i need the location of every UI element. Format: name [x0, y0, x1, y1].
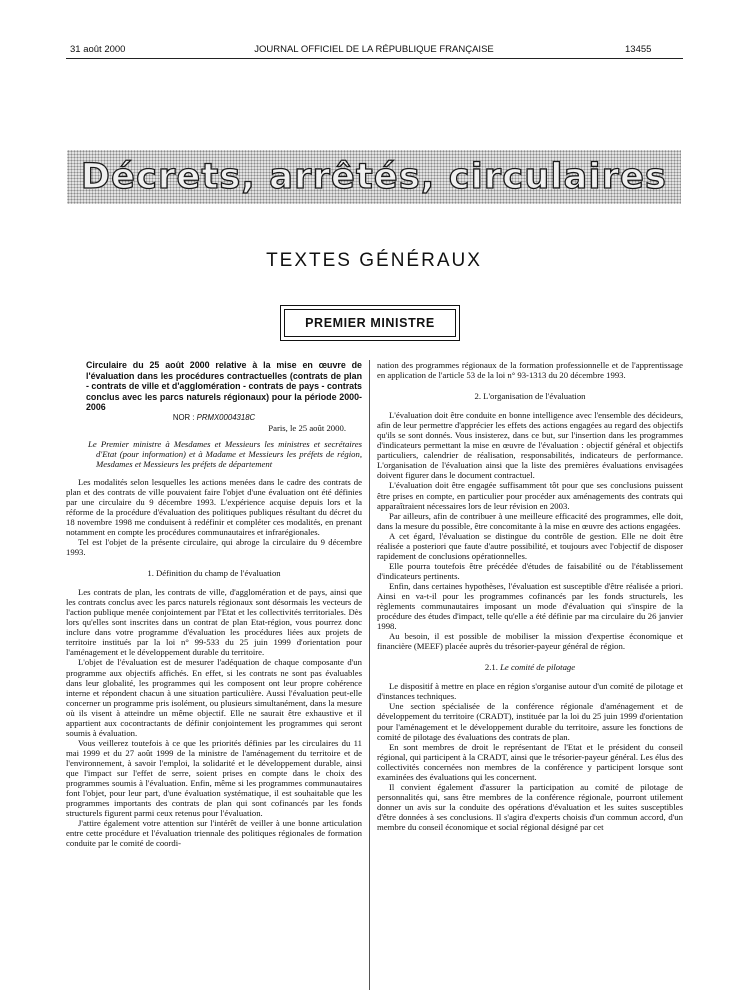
column-divider	[369, 360, 370, 990]
addressees: Le Premier ministre à Mesdames et Messieurs les ministres et secrétaires d'Etat (pour information) et à Madame et Messieurs les préfets de région, Mesdames et Messieurs les préfets de département	[88, 438, 362, 469]
body-paragraph: Les contrats de plan, les contrats de ville, d'agglomération et de pays, ainsi que les contrats conclus avec les parcs naturels régionaux sont désormais les vecteurs de l'action publique menée conjointement par l'Etat et les collectivités territoriales. Dès lors qu'elles sont inscrites dans un contrat de plan Etat-région, vous pourrez donc inclure dans votre programme d'évaluation les procédures liées aux projets de territoire institués par la loi n° 99-533 du 25 juin 1999 d'orientation pour l'aménagement et le développement durable du territoire.	[66, 587, 362, 658]
journal-title: JOURNAL OFFICIEL DE LA RÉPUBLIQUE FRANÇAISE	[254, 44, 494, 55]
body-paragraph: Enfin, dans certaines hypothèses, l'évaluation est susceptible d'être réalisée a priori. Ainsi en va-t-il pour les programmes cofinancés par les fonds structurels, les règlements communautaires imposant un mode d'évaluation qui s'inspire de la procédure des études d'impact, telle qu'elle a été définie par ma circulaire du 26 janvier 1998.	[377, 580, 683, 632]
body-paragraph: En sont membres de droit le représentant de l'Etat et le président du conseil régional, qui participent à la CRADT, ainsi que le trésorier-payeur général. Les élus des collectivités concernées non membres de la conférence y participent lorsque sont examinées des évaluations qui les concernent.	[377, 741, 683, 782]
section-2-title: 2. L'organisation de l'évaluation	[474, 391, 586, 402]
section-1-title: 1. Définition du champ de l'évaluation	[147, 568, 281, 579]
section-banner	[67, 150, 681, 204]
nor-label: NOR :	[172, 412, 195, 422]
section-number: 2.1.	[484, 662, 498, 673]
header-rule	[66, 58, 683, 59]
body-paragraph: Vous veillerez toutefois à ce que les priorités définies par les circulaires du 11 mai 1999 et du 27 août 1999 de la ministre de l'aménagement du territoire et de l'environnement, à savoir l'emploi, la solidarité et le développement durable, ainsi que l'impact sur l'effet de serre, soient prises en compte dans le choix des programmes soumis à l'évaluation. Enfin, même si les programmes communautaires font l'objet, pour leur part, d'une évaluation systématique, il est souhaitable que les programmes importants des contrats de plan qui sont cofinancés par les fonds structurels figurent parmi ceux retenus pour l'évaluation.	[66, 737, 362, 819]
nor-code: PRMX0004318C	[196, 412, 256, 422]
body-paragraph: Les modalités selon lesquelles les actions menées dans le cadre des contrats de plan et des contrats de ville pouvaient faire l'objet d'une évaluation ont été définies par une circulaire du 9 décembre 1993. L'expérience acquise depuis lors et la réforme de la procédure d'évaluation des politiques publiques résultant du décret du 18 novembre 1998 me conduisent à redéfinir et compléter ces modalités, en prenant notamment en compte les procédures communautaires et infrarégionales.	[66, 476, 362, 537]
header-date: 31 août 2000	[70, 44, 126, 55]
body-paragraph: L'évaluation doit être engagée suffisamment tôt pour que ses conclusions puissent être prises en compte, en particulier pour procéder aux aménagements des contrats qui apparaîtraient nécessaires lors de leur révision en 2003.	[377, 480, 683, 511]
body-paragraph: A cet égard, l'évaluation se distingue du contrôle de gestion. Elle ne doit être réalisée a posteriori que faute d'autre possibilité, et toujours avec l'objectif de disposer rapidement de conclusions opérationnelles.	[377, 530, 683, 561]
body-paragraph: L'objet de l'évaluation est de mesurer l'adéquation de chaque composante d'un programme aux objectifs affichés. En effet, si les contrats ne sont pas évaluables dans leur globalité, les programmes qui les composent ont leur propre cohérence interne et répondent chacun à une situation particulière. Aussi l'évaluation peut-elle concerner un programme pris isolément, ou plusieurs simultanément, dans la mesure où ils visent à atteindre un même objectif. Elle ne saurait être exhaustive et il appartient aux cocontractants de définir conjointement les programmes qui seront soumis à évaluation.	[66, 657, 362, 738]
body-paragraph: Au besoin, il est possible de mobiliser la mission d'expertise économique et financière (MEEF) placée auprès du trésorier-payeur général de région.	[377, 631, 683, 652]
body-paragraph: Le dispositif à mettre en place en région s'organise autour d'un comité de pilotage et d'instances techniques.	[377, 681, 683, 702]
circular-title: Circulaire du 25 août 2000 relative à la mise en œuvre de l'évaluation dans les procédures contractuelles (contrats de plan - contrats de ville et d'agglomération - contrats de pays - contrats conclus avec les parcs naturels régionaux) pour la période 2000-2006	[86, 360, 362, 412]
section-2-1-title	[377, 662, 683, 672]
left-column	[66, 360, 362, 848]
body-paragraph: Tel est l'objet de la présente circulaire, qui abroge la circulaire du 9 décembre 1993.	[66, 537, 362, 558]
place-date: Paris, le 25 août 2000.	[268, 422, 346, 433]
section-2-1-label: Le comité de pilotage	[500, 662, 576, 673]
body-paragraph: Une section spécialisée de la conférence régionale d'aménagement et de développement du territoire (CRADT), instituée par la loi du 25 juin 1999 d'orientation pour l'aménagement et le développement durable du territoire, assure les fonctions de comité de pilotage des évaluations des contrats de plan.	[377, 701, 683, 742]
section-heading: TEXTES GÉNÉRAUX	[266, 250, 482, 271]
body-paragraph: Il convient également d'assurer la participation au comité de pilotage de personnalités qui, sans être membres de la conférence régionale, pourront utilement donner un avis sur la conduite des opérations d'évaluation et les suites susceptibles d'être données à ses conclusions. Il s'agira d'experts choisis d'un commun accord, d'un membre du conseil économique et social régional désigné par cet	[377, 781, 683, 832]
nor-reference	[66, 413, 362, 423]
body-paragraph: L'évaluation doit être conduite en bonne intelligence avec l'ensemble des décideurs, afin de leur permettre d'apprécier les effets des actions engagées au regard des objectifs qu'ils se sont donnés. Vous insisterez, dans ce but, sur l'insertion dans les programmes d'indicateurs permettant la mise en œuvre de l'évaluation : objectif général et objectifs particuliers, calendrier de réalisation, responsabilités, indicateurs de performance. L'organisation de l'évaluation ainsi que la liste des premières évaluations envisagées doivent figurer dans le document contractuel.	[377, 410, 683, 481]
page-number: 13455	[625, 44, 652, 55]
body-paragraph: Par ailleurs, afin de contribuer à une meilleure efficacité des programmes, elle doit, dans la mesure du possible, être concomitante à la mise en œuvre des actions engagées.	[377, 510, 683, 531]
banner-title: Décrets, arrêtés, circulaires	[80, 157, 668, 197]
body-paragraph: nation des programmes régionaux de la formation professionnelle et de l'apprentissage en application de l'article 53 de la loi n° 93-1313 du 20 décembre 1993.	[377, 360, 683, 381]
body-paragraph: Elle pourra toutefois être précédée d'études de faisabilité ou de l'établissement d'indicateurs pertinents.	[377, 560, 683, 581]
right-column	[377, 360, 683, 832]
body-paragraph: J'attire également votre attention sur l'intérêt de veiller à une bonne articulation entre cette procédure et l'évaluation triennale des politiques régionales de formation conduite par le comité de coordi-	[66, 818, 362, 849]
ministry-box: PREMIER MINISTRE	[284, 309, 456, 337]
